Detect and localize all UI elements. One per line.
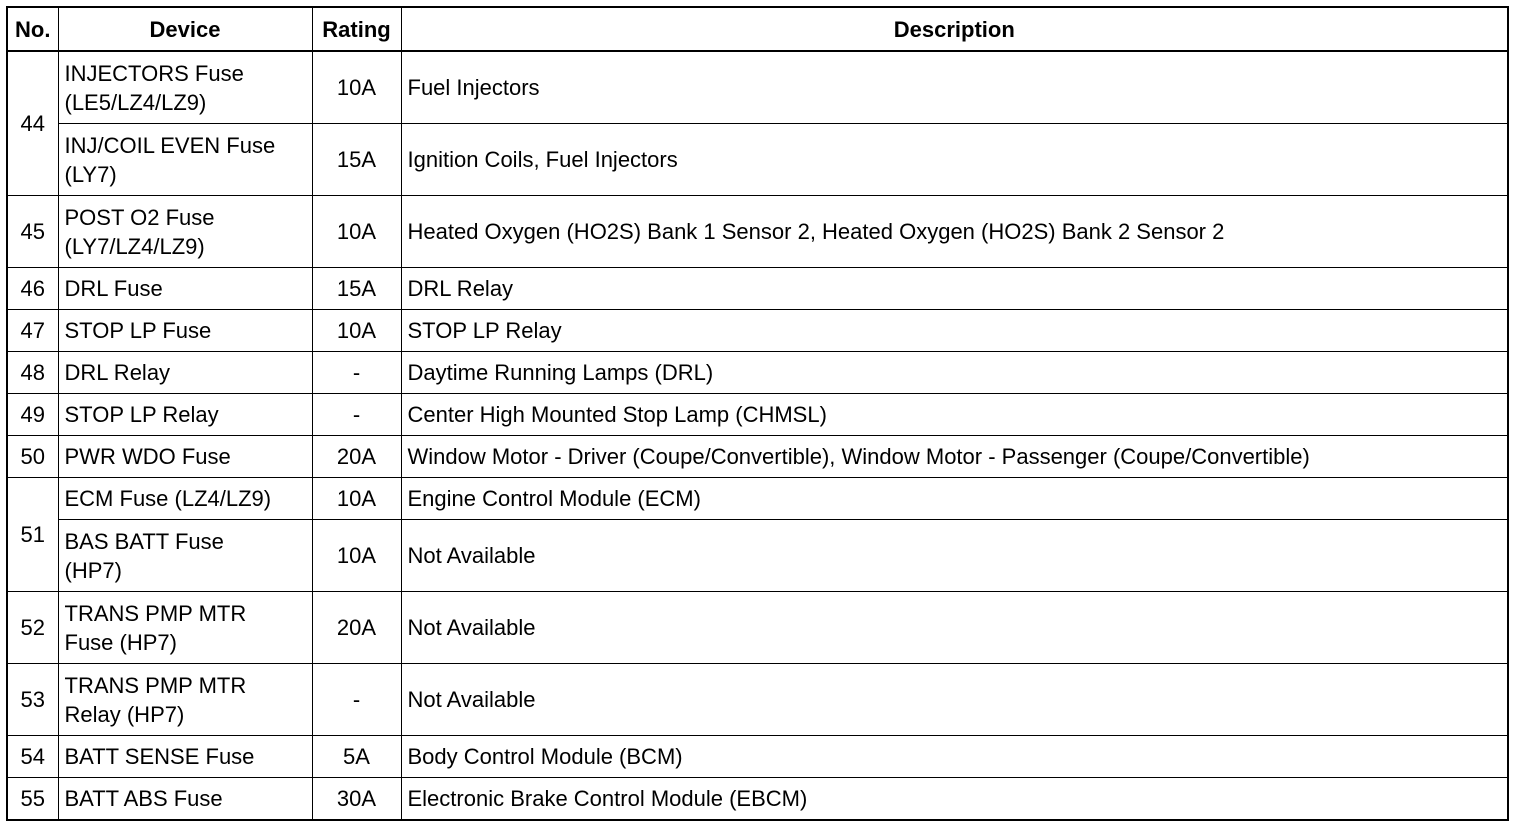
rating-cell: 10A [312,478,401,520]
rating-cell: 30A [312,778,401,821]
fuse-table [6,6,1509,821]
device-cell: STOP LP Fuse [58,310,312,352]
fuse-number: 50 [7,436,58,478]
rating-cell: - [312,352,401,394]
description-cell: Not Available [401,520,1508,592]
device-cell [58,592,312,664]
device-line: (LY7/LZ4/LZ9) [64,233,205,259]
rating-cell: 20A [312,436,401,478]
description-cell: Fuel Injectors [401,51,1508,124]
device-line: POST O2 Fuse [64,204,215,230]
table-row [7,310,1508,352]
table-row [7,436,1508,478]
rating-cell: 5A [312,736,401,778]
device-cell: BATT ABS Fuse [58,778,312,821]
table-row [7,592,1508,664]
description-cell: STOP LP Relay [401,310,1508,352]
device-cell: STOP LP Relay [58,394,312,436]
description-cell: Body Control Module (BCM) [401,736,1508,778]
device-cell: ECM Fuse (LZ4/LZ9) [58,478,312,520]
fuse-number: 52 [7,592,58,664]
device-line: Relay (HP7) [64,701,185,727]
table-row [7,520,1508,592]
device-line: TRANS PMP MTR [64,600,247,626]
device-line: (HP7) [64,557,122,583]
device-line: INJECTORS Fuse [64,60,244,86]
description-cell: Not Available [401,664,1508,736]
rating-cell: 10A [312,520,401,592]
description-cell: Not Available [401,592,1508,664]
rating-cell: 10A [312,196,401,268]
fuse-number: 47 [7,310,58,352]
rating-cell: - [312,664,401,736]
header-no: No. [7,7,58,51]
fuse-number: 48 [7,352,58,394]
device-cell [58,520,312,592]
description-cell: Ignition Coils, Fuel Injectors [401,124,1508,196]
description-cell: Heated Oxygen (HO2S) Bank 1 Sensor 2, Heated Oxygen (HO2S) Bank 2 Sensor 2 [401,196,1508,268]
rating-cell: 10A [312,310,401,352]
rating-cell: - [312,394,401,436]
device-cell: DRL Relay [58,352,312,394]
device-cell [58,124,312,196]
device-cell [58,51,312,124]
device-cell [58,196,312,268]
table-row [7,268,1508,310]
fuse-number: 53 [7,664,58,736]
table-row [7,51,1508,124]
device-line: (LE5/LZ4/LZ9) [64,89,207,115]
description-cell: Electronic Brake Control Module (EBCM) [401,778,1508,821]
rating-cell: 15A [312,268,401,310]
device-line: BAS BATT Fuse [64,528,224,554]
header-description: Description [401,7,1508,51]
device-line: (LY7) [64,161,117,187]
description-cell: Engine Control Module (ECM) [401,478,1508,520]
table-row [7,664,1508,736]
header-device: Device [58,7,312,51]
table-row [7,778,1508,821]
fuse-number: 44 [7,51,58,196]
description-cell: Window Motor - Driver (Coupe/Convertible), Window Motor - Passenger (Coupe/Convertible) [401,436,1508,478]
table-row [7,394,1508,436]
fuse-number: 46 [7,268,58,310]
description-cell: Center High Mounted Stop Lamp (CHMSL) [401,394,1508,436]
rating-cell: 10A [312,51,401,124]
table-row [7,352,1508,394]
fuse-number: 54 [7,736,58,778]
rating-cell: 15A [312,124,401,196]
table-row [7,124,1508,196]
header-rating: Rating [312,7,401,51]
fuse-number: 55 [7,778,58,821]
header-row [7,7,1508,51]
fuse-number: 51 [7,478,58,592]
description-cell: DRL Relay [401,268,1508,310]
device-cell: BATT SENSE Fuse [58,736,312,778]
table-row [7,478,1508,520]
device-line: TRANS PMP MTR [64,672,247,698]
table-row [7,196,1508,268]
fuse-number: 45 [7,196,58,268]
device-line: INJ/COIL EVEN Fuse [64,132,276,158]
fuse-number: 49 [7,394,58,436]
device-cell: DRL Fuse [58,268,312,310]
table-row [7,736,1508,778]
rating-cell: 20A [312,592,401,664]
device-cell [58,664,312,736]
device-line: Fuse (HP7) [64,629,177,655]
device-cell: PWR WDO Fuse [58,436,312,478]
description-cell: Daytime Running Lamps (DRL) [401,352,1508,394]
